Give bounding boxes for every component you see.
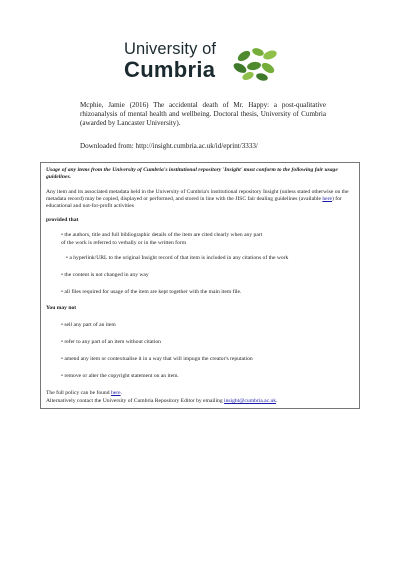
usage-paragraph: Any item and its associated metadata held in the University of Cumbria's institutional repository Insight (unless stated otherwise on the metadata record) may be copied, displayed or performed, and stored in line with the JISC fair dealing guidelines (available here) for educational and not-for-profit activities	[46, 189, 349, 210]
list-item: • refer to any part of an item without citation	[61, 339, 161, 345]
logo-text-line1: University of	[124, 40, 217, 58]
leaf-shape	[251, 47, 265, 58]
list-item: • a hyperlink/URL to the original Insight record of that item is included in any citations of the work	[66, 255, 289, 261]
list-item: • the authors, title and full bibliographic details of the item are cited clearly when any part	[61, 232, 263, 238]
leaf-shape	[232, 61, 248, 75]
list-item: of the work is referred to verbally or in the written form	[61, 240, 187, 246]
logo-text-line2: Cumbria	[124, 57, 216, 82]
leaf-shape	[262, 49, 278, 61]
list-item: • all files required for usage of the item are kept together with the main item file.	[61, 289, 242, 295]
list-item: • the content is not changed in any way	[61, 272, 149, 278]
citation-text: Mcphie, Jamie (2016) The accidental death of Mr. Happy: a post-qualitative rhizoanalysis of mental health and wellbeing. Doctoral thesis, University of Cumbria (awarded by Lancaster University).	[80, 101, 326, 128]
leaf-shape	[246, 61, 261, 71]
list-item: • remove or alter the copyright statement on an item.	[61, 373, 179, 379]
university-logo	[116, 40, 286, 82]
provided-that-heading: provided that	[46, 217, 79, 223]
leaf-shape	[236, 49, 252, 64]
you-may-not-heading: You may not	[46, 305, 77, 311]
contact-line: Alternatively contact the University of Cumbria Repository Editor by emailing insight@cumbria.ac.uk.	[46, 398, 278, 404]
downloaded-from: Downloaded from: http://insight.cumbria.ac.uk/id/eprint/3333/	[80, 142, 258, 150]
full-policy-link[interactable]: here	[110, 390, 121, 396]
usage-guidelines-box	[40, 162, 360, 409]
leaf-shape	[260, 61, 276, 76]
jisc-guidelines-link[interactable]: here	[322, 196, 332, 203]
contact-email-link[interactable]: insight@cumbria.ac.uk	[224, 398, 277, 404]
leaf-shape	[255, 72, 268, 82]
usage-intro: Usage of any items from the University of Cumbria's institutional repository 'Insight' must conform to the following fair usage guidelines.	[46, 167, 338, 181]
leaves-icon	[232, 46, 282, 82]
list-item: • sell any part of an item	[61, 322, 116, 328]
list-item: • amend any item or contextualise it in a way that will impugn the creator's reputation	[61, 356, 253, 362]
full-policy-line: The full policy can be found here.	[46, 390, 122, 396]
